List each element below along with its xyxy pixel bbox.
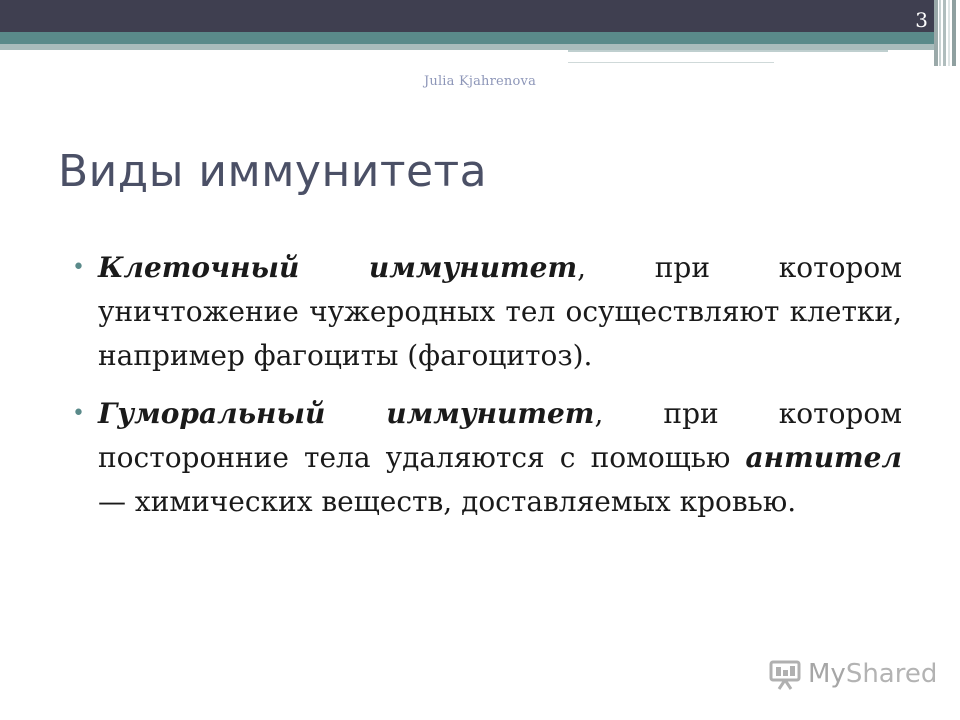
bullet-dot-icon: • — [72, 255, 85, 280]
bullet-term: Клеточный иммунитет — [98, 251, 578, 284]
top-dark-bar — [0, 0, 934, 32]
page-number: 3 — [915, 8, 928, 32]
logo-text: MyShared — [808, 659, 938, 689]
bullet-term-antibodies: антител — [745, 441, 902, 474]
author-footer: Julia Kjahrenova — [423, 74, 537, 89]
bullet-text: , при котором уничтожение чужеродных тел осуществляют клетки, например фагоциты (фагоцитоз). — [98, 251, 902, 372]
bullet-item-humoral — [72, 392, 902, 524]
bullet-list — [72, 246, 902, 538]
slide-title: Виды иммунитета — [58, 146, 488, 197]
decor-line-thin — [568, 62, 774, 63]
myshared-logo — [768, 654, 937, 694]
bullet-item-cellular — [72, 246, 902, 378]
top-teal-bar — [0, 32, 934, 44]
bullet-text: — химических веществ, доставляемых кровью. — [98, 485, 797, 518]
bullet-dot-icon: • — [72, 401, 85, 426]
decor-line — [568, 50, 888, 52]
presentation-icon — [768, 657, 802, 691]
corner-vertical-bars — [934, 0, 960, 66]
bullet-text: , при котором посторонние тела удаляются с помощью — [98, 397, 902, 474]
bullet-term: Гуморальный иммунитет — [98, 397, 595, 430]
